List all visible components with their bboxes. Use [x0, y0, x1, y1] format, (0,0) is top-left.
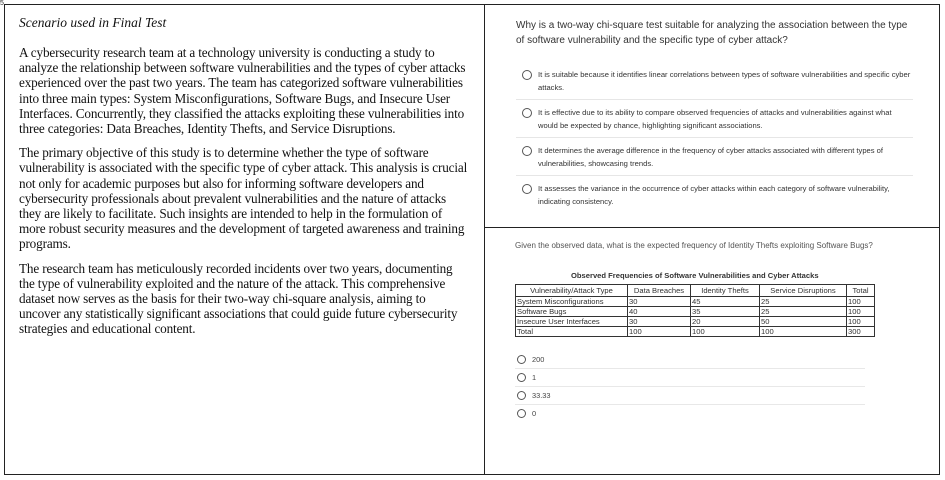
- question-2-option[interactable]: [515, 368, 865, 386]
- table-row: [516, 297, 875, 307]
- question-1-panel: [485, 4, 940, 228]
- option-text: It is suitable because it identifies linear correlations between types of software vulnerabilities and specific cyber attacks.: [538, 70, 911, 92]
- table-cell: 100: [847, 317, 875, 327]
- table-header: Service Disruptions: [760, 285, 847, 297]
- radio-button[interactable]: [517, 373, 526, 382]
- scenario-paragraph: A cybersecurity research team at a technology university is conducting a study to analyze the relationship between software vulnerabilities and the types of cyber attacks experienced over the past two years. The team has categorized software vulnerabilities into three main types: System Misconfigurations, Software Bugs, and Insecure User Interfaces. Concurrently, they classified the attacks exploiting these vulnerabilities into three categories: Data Breaches, Identity Thefts, and Service Disruptions.: [19, 45, 466, 137]
- question-2-option[interactable]: [515, 351, 865, 368]
- table-cell: 35: [691, 307, 760, 317]
- question-2-text: Given the observed data, what is the expected frequency of Identity Thefts exploiting Software Bugs?: [515, 241, 873, 250]
- question-1-option[interactable]: [516, 175, 913, 213]
- radio-button[interactable]: [517, 391, 526, 400]
- question-1-options: [516, 62, 913, 213]
- table-cell: 50: [760, 317, 847, 327]
- scenario-paragraph: The research team has meticulously recorded incidents over two years, documenting the type of vulnerability exploited and the nature of the attack. This comprehensive dataset now serves as the basis for their two-way chi-square analysis, aiming to uncover any statistically significant associations that could guide future cybersecurity strategies and educational content.: [19, 260, 458, 337]
- option-text: 200: [532, 355, 545, 364]
- question-2-panel: [485, 228, 940, 475]
- scenario-title: Scenario used in Final Test: [19, 15, 167, 30]
- option-text: It is effective due to its ability to compare observed frequencies of attacks and vulnerabilities against what would be expected by chance, highlighting significant associations.: [538, 108, 892, 130]
- table-cell: 30: [628, 317, 691, 327]
- table-cell: Total: [516, 327, 628, 337]
- table-header-row: [516, 285, 875, 297]
- question-2-option[interactable]: [515, 404, 865, 422]
- option-text: 33.33: [532, 391, 551, 400]
- scenario-panel: [4, 4, 485, 475]
- option-text: 0: [532, 409, 537, 418]
- table-header: Identity Thefts: [691, 285, 760, 297]
- table-header: Data Breaches: [628, 285, 691, 297]
- option-text: It assesses the variance in the occurrence of cyber attacks within each category of software vulnerability, indicating consistency.: [538, 184, 890, 206]
- radio-button[interactable]: [522, 70, 532, 80]
- table-row: [516, 317, 875, 327]
- question-1-option[interactable]: [516, 99, 913, 137]
- table-cell: 40: [628, 307, 691, 317]
- corner-mark: 5: [0, 0, 4, 7]
- table-cell: 100: [628, 327, 691, 337]
- scenario-paragraph: The primary objective of this study is to determine whether the type of software vulnerability is associated with the specific type of cyber attack. This analysis is crucial not only for academic purposes but also for informing software developers and cybersecurity professionals about prevalent vulnerabilities and the nature of attacks they are likely to facilitate. Such insights are intended to help in the formulation of more robust security measures and the development of targeted awareness and training programs.: [19, 145, 468, 252]
- table-cell: 30: [628, 297, 691, 307]
- table-cell: Software Bugs: [516, 307, 628, 317]
- table-header: Vulnerability/Attack Type: [516, 285, 628, 297]
- question-1-option[interactable]: [516, 137, 913, 175]
- table-cell: 100: [847, 307, 875, 317]
- table-cell: 45: [691, 297, 760, 307]
- table-title: Observed Frequencies of Software Vulnerabilities and Cyber Attacks: [571, 271, 819, 280]
- table-cell: 25: [760, 307, 847, 317]
- table-cell: 100: [691, 327, 760, 337]
- question-2-option[interactable]: [515, 386, 865, 404]
- table-cell: 25: [760, 297, 847, 307]
- table-header: Total: [847, 285, 875, 297]
- question-2-options: [515, 351, 920, 422]
- radio-button[interactable]: [517, 409, 526, 418]
- table-cell: 300: [847, 327, 875, 337]
- radio-button[interactable]: [522, 146, 532, 156]
- table-cell: Insecure User Interfaces: [516, 317, 628, 327]
- table-row: [516, 327, 875, 337]
- table-cell: 20: [691, 317, 760, 327]
- frequency-table: [515, 284, 875, 337]
- radio-button[interactable]: [522, 184, 532, 194]
- option-text: It determines the average difference in the frequency of cyber attacks associated with different types of vulnerabilities, showcasing trends.: [538, 146, 884, 168]
- option-text: 1: [532, 373, 537, 382]
- table-cell: System Misconfigurations: [516, 297, 628, 307]
- radio-button[interactable]: [522, 108, 532, 118]
- question-1-option[interactable]: [516, 62, 913, 99]
- radio-button[interactable]: [517, 355, 526, 364]
- table-cell: 100: [760, 327, 847, 337]
- question-1-text: Why is a two-way chi-square test suitable for analyzing the association between the type of software vulnerability and the specific type of cyber attack?: [516, 20, 908, 46]
- table-cell: 100: [847, 297, 875, 307]
- table-row: [516, 307, 875, 317]
